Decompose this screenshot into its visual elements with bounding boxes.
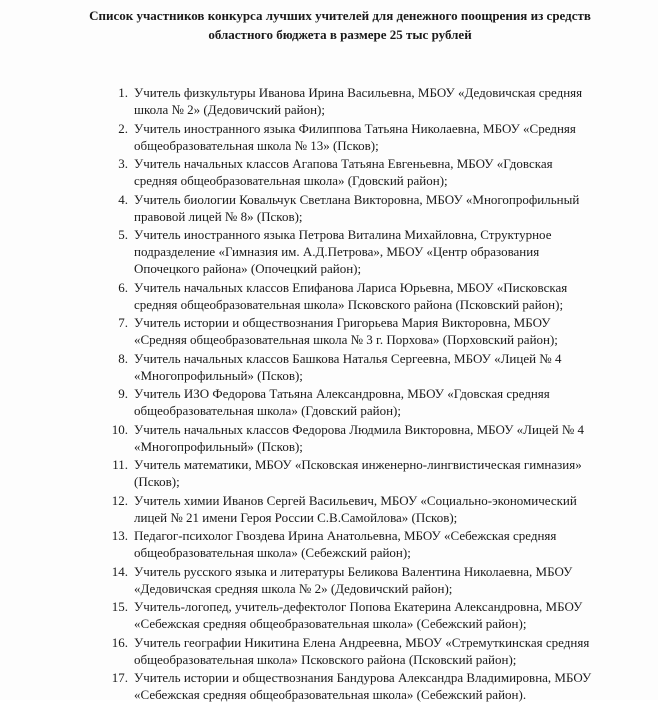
list-item-text-line: Опочецкого района» (Опочецкий район); [134,261,362,276]
list-item-text-line: средняя общеобразовательная школа» (Гдовский район); [134,173,448,188]
list-item-number: 17. [111,670,128,685]
document-title [60,6,620,44]
list-item-text-line: правовой лицей № 8» (Псков); [134,208,303,224]
list-item-text-line: общеобразовательная школа» (Себежский район); [134,545,411,560]
list-item-text-line: «Многопрофильный» (Псков); [134,438,303,454]
list-item-text-line: общеобразовательная школа» Псковского района (Псковский район); [134,651,517,667]
list-item-number: 2. [118,120,128,136]
list-item-number: 16. [111,634,128,650]
list-item-number: 1. [118,85,128,100]
list-item-text-line: (Псков); [134,474,180,489]
list-item-number: 6. [118,279,128,295]
title-line-2: областного бюджета в размере 25 тыс рублей [208,27,472,42]
list-item-number: 3. [118,156,128,171]
list-item-number: 8. [118,350,128,366]
list-item-text-line: «Себежская средняя общеобразовательная школа» (Себежский район); [134,616,527,631]
list-item-number: 4. [118,191,128,207]
list-item-number: 5. [118,227,128,242]
list-item-number: 7. [118,315,128,330]
list-item-number: 10. [111,421,128,437]
list-item-text-line: подразделение «Гимназия им. А.Д.Петрова», МБОУ «Центр образования [134,244,540,259]
list-item-text-line: Учитель русского языка и литературы Беликова Валентина Николаевна, МБОУ [134,563,573,579]
list-item-text-line: Учитель иностранного языка Филиппова Татьяна Николаевна, МБОУ «Средняя [134,120,576,136]
list-item [98,598,603,632]
list-item [98,120,603,154]
list-item [98,421,603,455]
list-item-text-line: Учитель химии Иванов Сергей Васильевич, МБОУ «Социально-экономический [134,492,577,508]
list-item-text-line: Учитель географии Никитина Елена Андреевна, МБОУ «Стремуткинская средняя [134,634,590,650]
list-item-text-line: «Многопрофильный» (Псков); [134,367,303,383]
list-item [98,191,603,225]
list-item-number: 12. [111,492,128,508]
list-item-text-line: школа № 2» (Дедовичский район); [134,102,325,117]
list-item-text-line: Учитель начальных классов Федорова Людмила Викторовна, МБОУ «Лицей № 4 [134,421,585,437]
list-item-text-line: «Дедовичская средняя школа № 2» (Дедовичский район); [134,580,453,596]
list-item-number: 9. [118,386,128,401]
list-item [98,634,603,668]
list-item-text-line: Учитель-логопед, учитель-дефектолог Попова Екатерина Александровна, МБОУ [134,599,583,614]
list-item [98,563,603,597]
title-line-1: Список участников конкурса лучших учителей для денежного поощрения из средств [89,8,591,23]
list-item-text-line: «Себежская средняя общеобразовательная школа» (Себежский район). [134,687,527,702]
list-item-text-line: Учитель начальных классов Епифанова Лариса Юрьевна, МБОУ «Писковская [134,279,568,295]
list-item-text-line: «Средняя общеобразовательная школа № 3 г. Порхова» (Порховский район); [134,332,558,347]
list-item [98,155,603,189]
participant-list [98,84,603,705]
list-item-text-line: Учитель физкультуры Иванова Ирина Васильевна, МБОУ «Дедовичская средняя [134,85,583,100]
list-item [98,527,603,561]
list-item-text-line: Учитель математики, МБОУ «Псковская инженерно-лингвистическая гимназия» [134,457,582,472]
list-item-text-line: общеобразовательная школа» (Гдовский район); [134,403,401,418]
list-item-text-line: Учитель иностранного языка Петрова Виталина Михайловна, Структурное [134,227,552,242]
list-item-text-line: Учитель ИЗО Федорова Татьяна Александровна, МБОУ «Гдовская средняя [134,386,550,401]
list-item [98,226,603,277]
list-item-number: 11. [112,457,128,472]
list-item [98,350,603,384]
list-item-text-line: Учитель истории и обществознания Бандурова Александра Владимировна, МБОУ [134,670,592,685]
list-item [98,385,603,419]
list-item [98,84,603,118]
list-item [98,314,603,348]
list-item [98,279,603,313]
list-item-number: 13. [111,528,128,543]
list-item-text-line: Учитель биологии Ковальчук Светлана Викторовна, МБОУ «Многопрофильный [134,191,580,207]
list-item-text-line: средняя общеобразовательная школа» Псковского района (Псковский район); [134,296,564,312]
list-item-number: 14. [111,563,128,579]
list-item-number: 15. [111,599,128,614]
list-item-text-line: Учитель начальных классов Агапова Татьяна Евгеньевна, МБОУ «Гдовская [134,156,553,171]
list-item-text-line: Учитель начальных классов Башкова Наталья Сергеевна, МБОУ «Лицей № 4 [134,350,562,366]
list-item [98,669,603,703]
list-item-text-line: Педагог-психолог Гвоздева Ирина Анатольевна, МБОУ «Себежская средняя [134,528,557,543]
list-item-text-line: Учитель истории и обществознания Григорьева Мария Викторовна, МБОУ [134,315,551,330]
list-item-text-line: лицей № 21 имени Героя России С.В.Самойлова» (Псков); [134,509,458,525]
list-item-text-line: общеобразовательная школа № 13» (Псков); [134,137,379,153]
list-item [98,456,603,490]
list-item [98,492,603,526]
